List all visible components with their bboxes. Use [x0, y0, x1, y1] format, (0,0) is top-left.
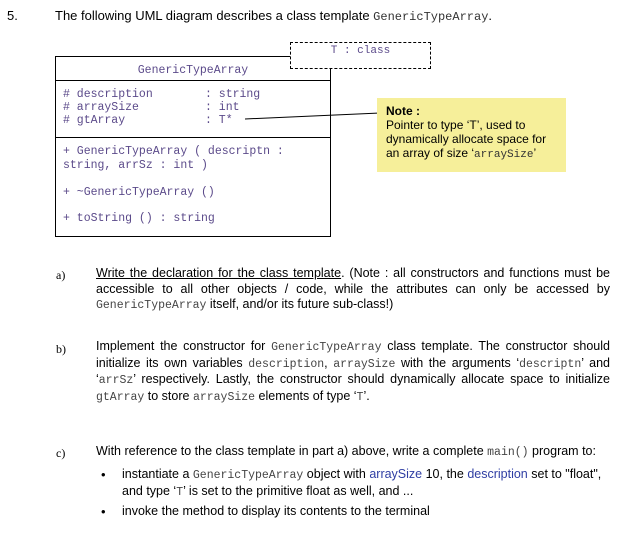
part-c-label: c) — [56, 446, 66, 460]
bullet-1-c1: GenericTypeArray — [192, 469, 304, 482]
note-line-3-code: arraySize — [474, 149, 534, 161]
part-b-c2: description — [248, 357, 325, 371]
uml-operation-destructor: + ~GenericTypeArray () — [63, 186, 215, 199]
bullet-1-c2: T — [176, 485, 184, 499]
note-connector-line — [245, 112, 380, 120]
bullet-2-symbol: • — [101, 504, 106, 519]
uml-attributes — [56, 81, 330, 138]
part-b-t1: Implement the constructor for — [96, 339, 272, 353]
uml-operation-constructor-cont: string, arrSz : int ) — [63, 159, 208, 172]
uml-attribute-name: # arraySize — [63, 101, 139, 114]
intro-text-after: . — [488, 8, 493, 23]
part-b-label: b) — [56, 342, 66, 356]
part-a-text — [96, 266, 610, 314]
part-b-c7: arraySize — [192, 390, 256, 404]
part-b-c3: arraySize — [333, 357, 396, 371]
uml-class-name: GenericTypeArray — [56, 57, 330, 81]
uml-attribute-row — [63, 88, 260, 101]
uml-attribute-name: # gtArray — [63, 114, 126, 127]
part-b-t2: class template. The constructor should initialize its own variables — [96, 339, 610, 370]
part-a-text-2: itself, and/or its future sub-class!) — [206, 297, 394, 311]
part-a-text-1: . (Note : all constructors and functions must be accessible to all other objects / code, while the attributes can only be accessed by — [96, 266, 610, 296]
part-b-c6: gtArray — [96, 390, 145, 404]
bullet-1-h1: arraySize — [369, 467, 423, 481]
bullet-1-t1: instantiate a — [122, 467, 193, 481]
template-parameter-box: T : class — [290, 42, 431, 69]
part-c-text — [96, 444, 610, 461]
bullet-1-symbol: • — [101, 467, 106, 482]
bullet-1-text — [122, 467, 614, 500]
part-c-t1: With reference to the class template in part a) above, write a complete — [96, 444, 488, 458]
intro-class-name: GenericTypeArray — [373, 10, 489, 24]
bullet-1-t5: ’ is set to the primitive float as well, and ... — [183, 483, 414, 498]
uml-attribute-row — [63, 101, 240, 114]
part-a-underlined: Write the declaration for the class template — [96, 266, 342, 280]
part-b-c8: T — [356, 390, 364, 404]
part-c-t2: program to: — [528, 444, 596, 458]
part-b-c1: GenericTypeArray — [271, 341, 382, 354]
part-b-t7: to store — [144, 388, 193, 403]
note-box — [377, 98, 566, 172]
part-b-t6: ’ respectively. Lastly, the constructor should dynamically allocate space to initialize — [133, 372, 610, 386]
uml-attribute-name: # description — [63, 88, 153, 101]
part-c-c1: main() — [487, 446, 529, 459]
note-line-3-before: an array of size ‘ — [386, 146, 475, 160]
part-b-t4: with the arguments ‘ — [395, 355, 520, 370]
intro-text-before: The following UML diagram describes a class template — [55, 8, 374, 23]
part-a-code-1: GenericTypeArray — [96, 299, 207, 312]
bullet-1-t2: object with — [303, 467, 370, 481]
uml-operation-tostring: + toString () : string — [63, 212, 215, 225]
bullet-2-text: invoke the method to display its contents to the terminal — [122, 504, 430, 518]
uml-attribute-type: : int — [205, 101, 240, 114]
part-a-label: a) — [56, 268, 66, 282]
intro-text — [55, 8, 492, 24]
part-b-t3: , — [324, 355, 334, 370]
uml-operation-constructor: + GenericTypeArray ( descriptn : — [63, 145, 284, 158]
uml-attribute-type: : T* — [205, 114, 233, 127]
bullet-1-t3: 10, the — [422, 467, 468, 481]
bullet-1-h2: description — [467, 467, 528, 481]
part-b-t9: ’. — [363, 388, 370, 403]
part-b-c4: descriptn — [519, 357, 582, 371]
part-b-t5: ’ and ‘ — [96, 355, 610, 386]
uml-attribute-type: : string — [205, 88, 261, 101]
note-line-2: dynamically allocate space for — [386, 132, 547, 146]
uml-attribute-row — [63, 114, 233, 127]
part-b-c5: arrSz — [98, 374, 134, 387]
bullet-1-t4: set to "float", and type ‘ — [122, 467, 602, 498]
uml-class-box — [55, 56, 331, 237]
part-b-t8: elements of type ‘ — [255, 388, 357, 403]
note-line-1: Pointer to type ‘T’, used to — [386, 118, 526, 132]
question-number: 5. — [7, 8, 18, 23]
note-line-3 — [386, 146, 557, 162]
note-line-3-after: ’ — [533, 146, 537, 160]
note-title: Note : — [386, 104, 420, 118]
part-b-text — [96, 339, 610, 405]
